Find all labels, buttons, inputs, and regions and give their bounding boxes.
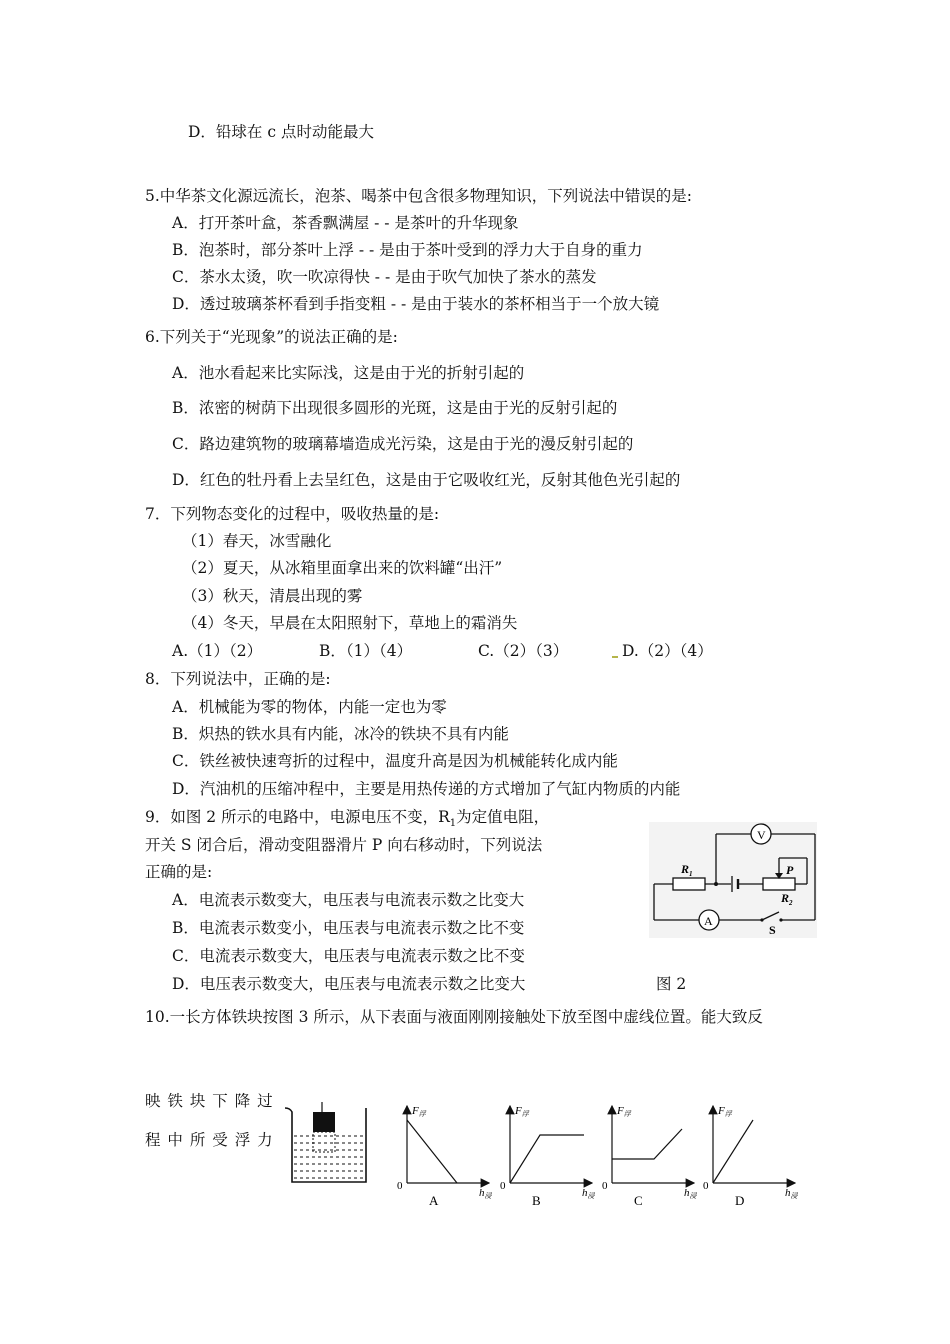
circuit-diagram bbox=[649, 822, 817, 938]
graph-y-label: F浮 bbox=[412, 1105, 426, 1118]
graph-curve bbox=[713, 1120, 753, 1183]
graph-origin: 0 bbox=[602, 1180, 608, 1192]
graph-x-label: h浸 bbox=[479, 1187, 492, 1200]
q9-option-a: A．电流表示数变大，电压表与电流表示数之比变大 bbox=[172, 891, 525, 909]
graph-x-subscript: 浸 bbox=[689, 1192, 697, 1200]
graph-option-label: C bbox=[634, 1193, 643, 1208]
q6-option-d: D．红色的牡丹看上去呈红色，这是由于它吸收红光，反射其他色光引起的 bbox=[172, 471, 681, 489]
q8-option-c: C．铁丝被快速弯折的过程中，温度升高是因为机械能转化成内能 bbox=[172, 752, 618, 770]
graph-x-label: h浸 bbox=[582, 1187, 595, 1200]
buoyancy-graphs bbox=[395, 1100, 805, 1210]
graph-y-subscript: 浮 bbox=[521, 1110, 529, 1118]
q5-option-b: B．泡茶时，部分茶叶上浮 - - 是由于茶叶受到的浮力大于自身的重力 bbox=[172, 241, 643, 259]
r1-label: $R_1$ bbox=[681, 862, 693, 878]
graph-y-label: F浮 bbox=[718, 1105, 732, 1118]
figure-2-caption: 图 2 bbox=[656, 975, 687, 993]
graph-origin: 0 bbox=[397, 1180, 403, 1192]
q8-option-d: D．汽油机的压缩冲程中，主要是用热传递的方式增加了气缸内物质的内能 bbox=[172, 780, 681, 798]
graph-x-subscript: 浸 bbox=[484, 1192, 492, 1200]
iron-block bbox=[313, 1112, 335, 1132]
q5-option-d: D．透过玻璃茶杯看到手指变粗 - - 是由于装水的茶杯相当于一个放大镜 bbox=[172, 295, 660, 313]
graph-origin: 0 bbox=[500, 1180, 506, 1192]
dashed-final-position bbox=[313, 1132, 335, 1152]
voltmeter-label: V bbox=[757, 828, 766, 842]
q7-option-d: D.（2）（4） bbox=[622, 642, 713, 660]
q9-option-d: D．电压表示数变大，电压表与电流表示数之比变大 bbox=[172, 975, 526, 993]
q6-option-c: C．路边建筑物的玻璃幕墙造成光污染，这是由于光的漫反射引起的 bbox=[172, 435, 634, 453]
q7-item-3: （3）秋天，清晨出现的雾 bbox=[182, 587, 363, 605]
q5-option-c: C．茶水太烫，吹一吹凉得快 - - 是由于吹气加快了茶水的蒸发 bbox=[172, 268, 597, 286]
switch-label: S bbox=[769, 923, 776, 937]
q7-item-4: （4）冬天，早晨在太阳照射下，草地上的霜消失 bbox=[182, 614, 518, 632]
q6-option-b: B．浓密的树荫下出现很多圆形的光斑，这是由于光的反射引起的 bbox=[172, 399, 618, 417]
slider-label: P bbox=[786, 863, 794, 877]
graph-curve bbox=[407, 1120, 457, 1183]
q9-stem-line-3: 正确的是: bbox=[145, 863, 213, 881]
graph-origin: 0 bbox=[703, 1180, 709, 1192]
q10-stem-line-3: 程 中 所 受 浮 力 bbox=[145, 1131, 274, 1149]
graph-y-subscript: 浮 bbox=[724, 1110, 732, 1118]
q7-stem: 7．下列物态变化的过程中，吸收热量的是: bbox=[145, 505, 440, 523]
ammeter-label: A bbox=[704, 914, 713, 928]
graph-y-subscript: 浮 bbox=[418, 1110, 426, 1118]
switch-contact bbox=[760, 918, 763, 921]
q6-option-a: A．池水看起来比实际浅，这是由于光的折射引起的 bbox=[172, 364, 525, 382]
graph-option-label: B bbox=[532, 1193, 541, 1208]
q7-option-a: A.（1）（2） bbox=[172, 642, 263, 660]
resistor-r1 bbox=[673, 878, 705, 890]
graph-curve bbox=[612, 1129, 682, 1159]
q9-option-b: B．电流表示数变小，电压表与电流表示数之比不变 bbox=[172, 919, 525, 937]
graph-x-subscript: 浸 bbox=[790, 1192, 798, 1200]
q7-item-2: （2）夏天，从冰箱里面拿出来的饮料罐“出汗” bbox=[182, 559, 503, 577]
junction-dot bbox=[714, 882, 718, 886]
graph-option-label: D bbox=[735, 1193, 745, 1208]
graph-y-label: F浮 bbox=[515, 1105, 529, 1118]
q5-option-a: A．打开茶叶盒，茶香飘满屋 - - 是茶叶的升华现象 bbox=[172, 214, 519, 232]
q8-stem: 8．下列说法中，正确的是: bbox=[145, 670, 331, 688]
graph-option-label: A bbox=[429, 1193, 439, 1208]
q4-option-d: D．铅球在 c 点时动能最大 bbox=[188, 123, 374, 141]
q8-option-b: B．炽热的铁水具有内能，冰冷的铁块不具有内能 bbox=[172, 725, 509, 743]
graph-y-label: F浮 bbox=[617, 1105, 631, 1118]
graph-x-label: h浸 bbox=[785, 1187, 798, 1200]
q9-option-c: C．电流表示数变大，电压表与电流表示数之比不变 bbox=[172, 947, 525, 965]
q9-stem-line-2: 开关 S 闭合后，滑动变阻器滑片 P 向右移动时，下列说法 bbox=[145, 836, 543, 854]
rheostat-r2 bbox=[763, 878, 795, 890]
graph-x-subscript: 浸 bbox=[587, 1192, 595, 1200]
q9-stem-line-1: 9．如图 2 所示的电路中，电源电压不变，$R_1$为定值电阻， bbox=[145, 808, 550, 830]
beaker-figure bbox=[282, 1102, 378, 1188]
q5-stem: 5.中华茶文化源远流长，泡茶、喝茶中包含很多物理知识，下列说法中错误的是: bbox=[145, 187, 693, 205]
q7-option-c: C.（2）（3） bbox=[478, 642, 569, 660]
q8-option-a: A．机械能为零的物体，内能一定也为零 bbox=[172, 698, 447, 716]
q10-stem-line-2: 映 铁 块 下 降 过 bbox=[145, 1092, 274, 1110]
graph-curve bbox=[510, 1135, 584, 1183]
switch-contact bbox=[779, 918, 782, 921]
graph-y-subscript: 浮 bbox=[623, 1110, 631, 1118]
stray-mark bbox=[612, 656, 618, 658]
q6-stem: 6.下列关于“光现象”的说法正确的是: bbox=[145, 328, 398, 346]
q7-option-b: B．（1）（4） bbox=[319, 642, 413, 660]
q7-item-1: （1）春天，冰雪融化 bbox=[182, 532, 332, 550]
graph-x-label: h浸 bbox=[684, 1187, 697, 1200]
q10-stem-line-1: 10.一长方体铁块按图 3 所示，从下表面与液面刚刚接触处下放至图中虚线位置。能大致反 bbox=[145, 1008, 763, 1026]
r2-label: $R_2$ bbox=[781, 891, 793, 907]
